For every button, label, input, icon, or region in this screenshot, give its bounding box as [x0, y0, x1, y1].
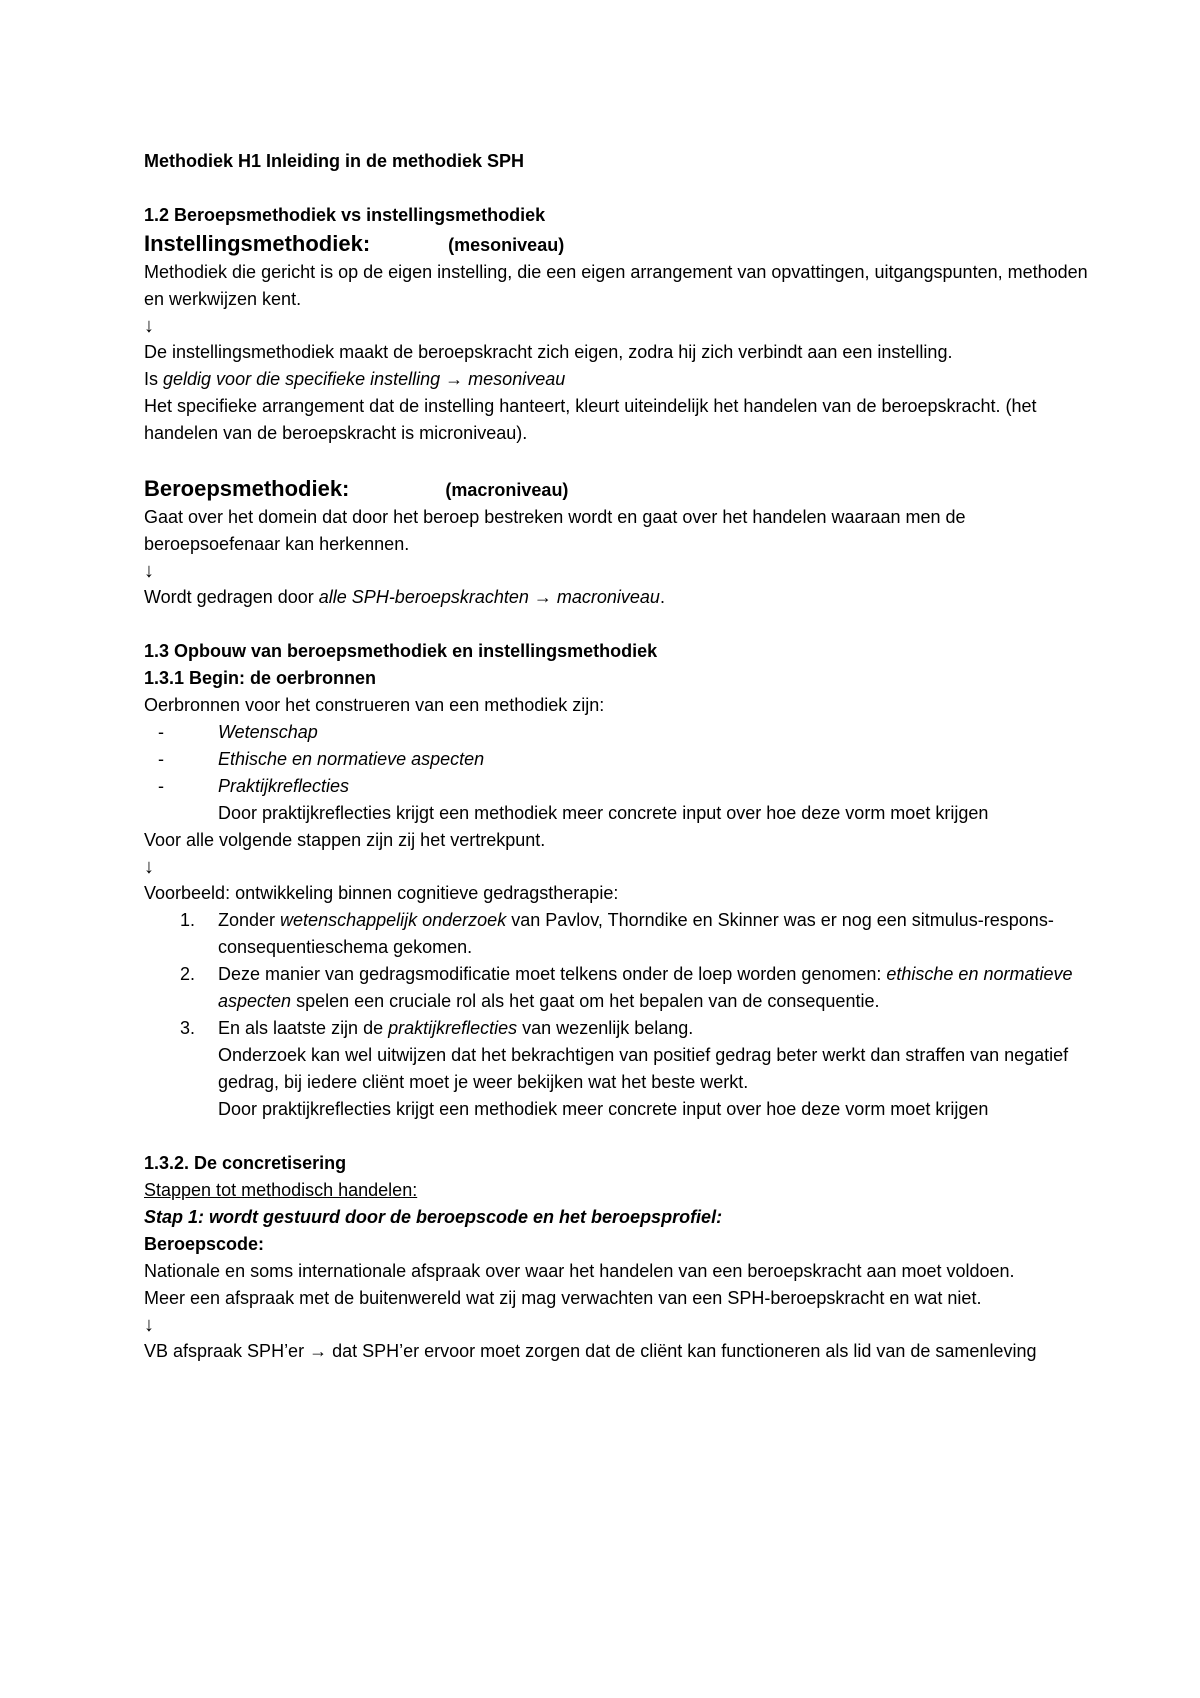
section-heading-1-3: 1.3 Opbouw van beroepsmethodiek en instellingsmethodiek	[144, 641, 658, 661]
beroepscode-label: Beroepscode:	[144, 1234, 265, 1254]
example-list	[144, 907, 1100, 1123]
list-item-italic: ethische en normatieve aspecten	[218, 964, 1073, 1011]
term-beroepsmethodiek: Beroepsmethodiek:	[144, 476, 350, 501]
list-item-italic: praktijkreflecties	[388, 1018, 518, 1038]
inst-definition: Methodiek die gericht is op de eigen instelling, die een eigen arrangement van opvattingen, uitgangspunten, methoden en werkwijzen kent.	[144, 262, 1088, 309]
number-marker: 1.	[180, 910, 196, 930]
list-item-text: Wetenschap	[218, 722, 318, 742]
level-macroniveau: (macroniveau)	[445, 480, 569, 500]
vertrekpunt-text: Voor alle volgende stappen zijn zij het vertrekpunt.	[144, 830, 546, 850]
down-arrow-icon: ↓	[144, 560, 154, 582]
beroep-p2-italic: alle SPH-beroepskrachten → macroniveau	[318, 587, 660, 607]
down-arrow-icon: ↓	[144, 315, 154, 337]
beroepscode-paragraph-1: Nationale en soms internationale afspraak over waar het handelen van een beroepskracht aan moet voldoen.	[144, 1261, 1015, 1281]
beroepscode-example: VB afspraak SPH’er → dat SPH’er ervoor moet zorgen dat de cliënt kan functioneren als lid van de samenleving	[144, 1341, 1037, 1361]
down-arrow-icon: ↓	[144, 856, 154, 878]
list-item	[144, 773, 1100, 827]
list-item-text: Onderzoek kan wel uitwijzen dat het bekrachtigen van positief gedrag beter werkt dan straffen van negatief gedrag, bij iedere cliënt moet je weer bekijken wat het beste werkt.	[218, 1045, 1069, 1092]
list-item-italic: wetenschappelijk onderzoek	[280, 910, 507, 930]
beroepscode-paragraph-2: Meer een afspraak met de buitenwereld wat zij mag verwachten van een SPH-beroepskracht en wat niet.	[144, 1288, 982, 1308]
inst-paragraph-4: Het specifieke arrangement dat de instelling hanteert, kleurt uiteindelijk het handelen van de beroepskracht. (het handelen van de beroepskracht is microniveau).	[144, 396, 1037, 443]
spacer	[144, 175, 1100, 202]
steps-title: Stappen tot methodisch handelen:	[144, 1180, 418, 1200]
list-item-note: Door praktijkreflecties krijgt een methodiek meer concrete input over hoe deze vorm moet krijgen	[218, 803, 989, 823]
list-item-text: En als laatste zijn de	[218, 1018, 389, 1038]
subsection-heading-1-3-2: 1.3.2. De concretisering	[144, 1153, 347, 1173]
instellingsmethodiek-block	[144, 229, 1100, 447]
number-marker: 3.	[180, 1018, 196, 1038]
number-marker: 2.	[180, 964, 196, 984]
inst-paragraph-2: De instellingsmethodiek maakt de beroepskracht zich eigen, zodra hij zich verbindt aan een instelling.	[144, 342, 953, 362]
inst-p3-italic: geldig voor die specifieke instelling → mesoniveau	[163, 369, 566, 389]
oerbronnen-intro: Oerbronnen voor het construeren van een methodiek zijn:	[144, 695, 605, 715]
beroep-p2-end: .	[659, 587, 665, 607]
beroep-definition: Gaat over het domein dat door het beroep bestreken wordt en gaat over het handelen waaraan men de beroepsoefenaar kan herkennen.	[144, 507, 966, 554]
list-item	[144, 746, 1100, 773]
step-1-heading: Stap 1: wordt gestuurd door de beroepscode en het beroepsprofiel:	[144, 1207, 723, 1227]
dash-marker: -	[158, 776, 164, 796]
list-item-text: van wezenlijk belang.	[517, 1018, 694, 1038]
list-item-text: van Pavlov, Thorndike en Skinner was er nog een sitmulus-respons-consequentieschema gekomen.	[218, 910, 1054, 957]
dash-marker: -	[158, 722, 164, 742]
subsection-heading-1-3-1: 1.3.1 Begin: de oerbronnen	[144, 668, 377, 688]
list-item-text: spelen een cruciale rol als het gaat om het bepalen van de consequentie.	[291, 991, 880, 1011]
inst-p3-text: Is	[144, 369, 164, 389]
list-item-text: Praktijkreflecties	[218, 776, 350, 796]
beroep-paragraph-2	[144, 584, 1100, 611]
example-intro: Voorbeeld: ontwikkeling binnen cognitieve gedragstherapie:	[144, 883, 619, 903]
level-mesoniveau: (mesoniveau)	[448, 235, 565, 255]
spacer	[144, 611, 1100, 638]
list-item	[144, 961, 1100, 1015]
document-title: Methodiek H1 Inleiding in de methodiek SPH	[144, 151, 525, 171]
list-item	[144, 719, 1100, 746]
list-item-text: Door praktijkreflecties krijgt een methodiek meer concrete input over hoe deze vorm moet krijgen	[218, 1099, 989, 1119]
list-item	[144, 1015, 1100, 1123]
term-instellingsmethodiek: Instellingsmethodiek:	[144, 231, 371, 256]
list-item-text: Ethische en normatieve aspecten	[218, 749, 485, 769]
oerbronnen-list	[144, 719, 1100, 827]
spacer	[144, 447, 1100, 474]
inst-paragraph-3	[144, 366, 1100, 393]
down-arrow-icon: ↓	[144, 1314, 154, 1336]
spacer	[144, 1123, 1100, 1150]
dash-marker: -	[158, 749, 164, 769]
list-item-text: Deze manier van gedragsmodificatie moet telkens onder de loep worden genomen:	[218, 964, 887, 984]
beroep-p2-text: Wordt gedragen door	[144, 587, 319, 607]
list-item-text: Zonder	[218, 910, 281, 930]
beroepsmethodiek-block	[144, 474, 1100, 611]
list-item	[144, 907, 1100, 961]
section-heading-1-2: 1.2 Beroepsmethodiek vs instellingsmethodiek	[144, 205, 546, 225]
